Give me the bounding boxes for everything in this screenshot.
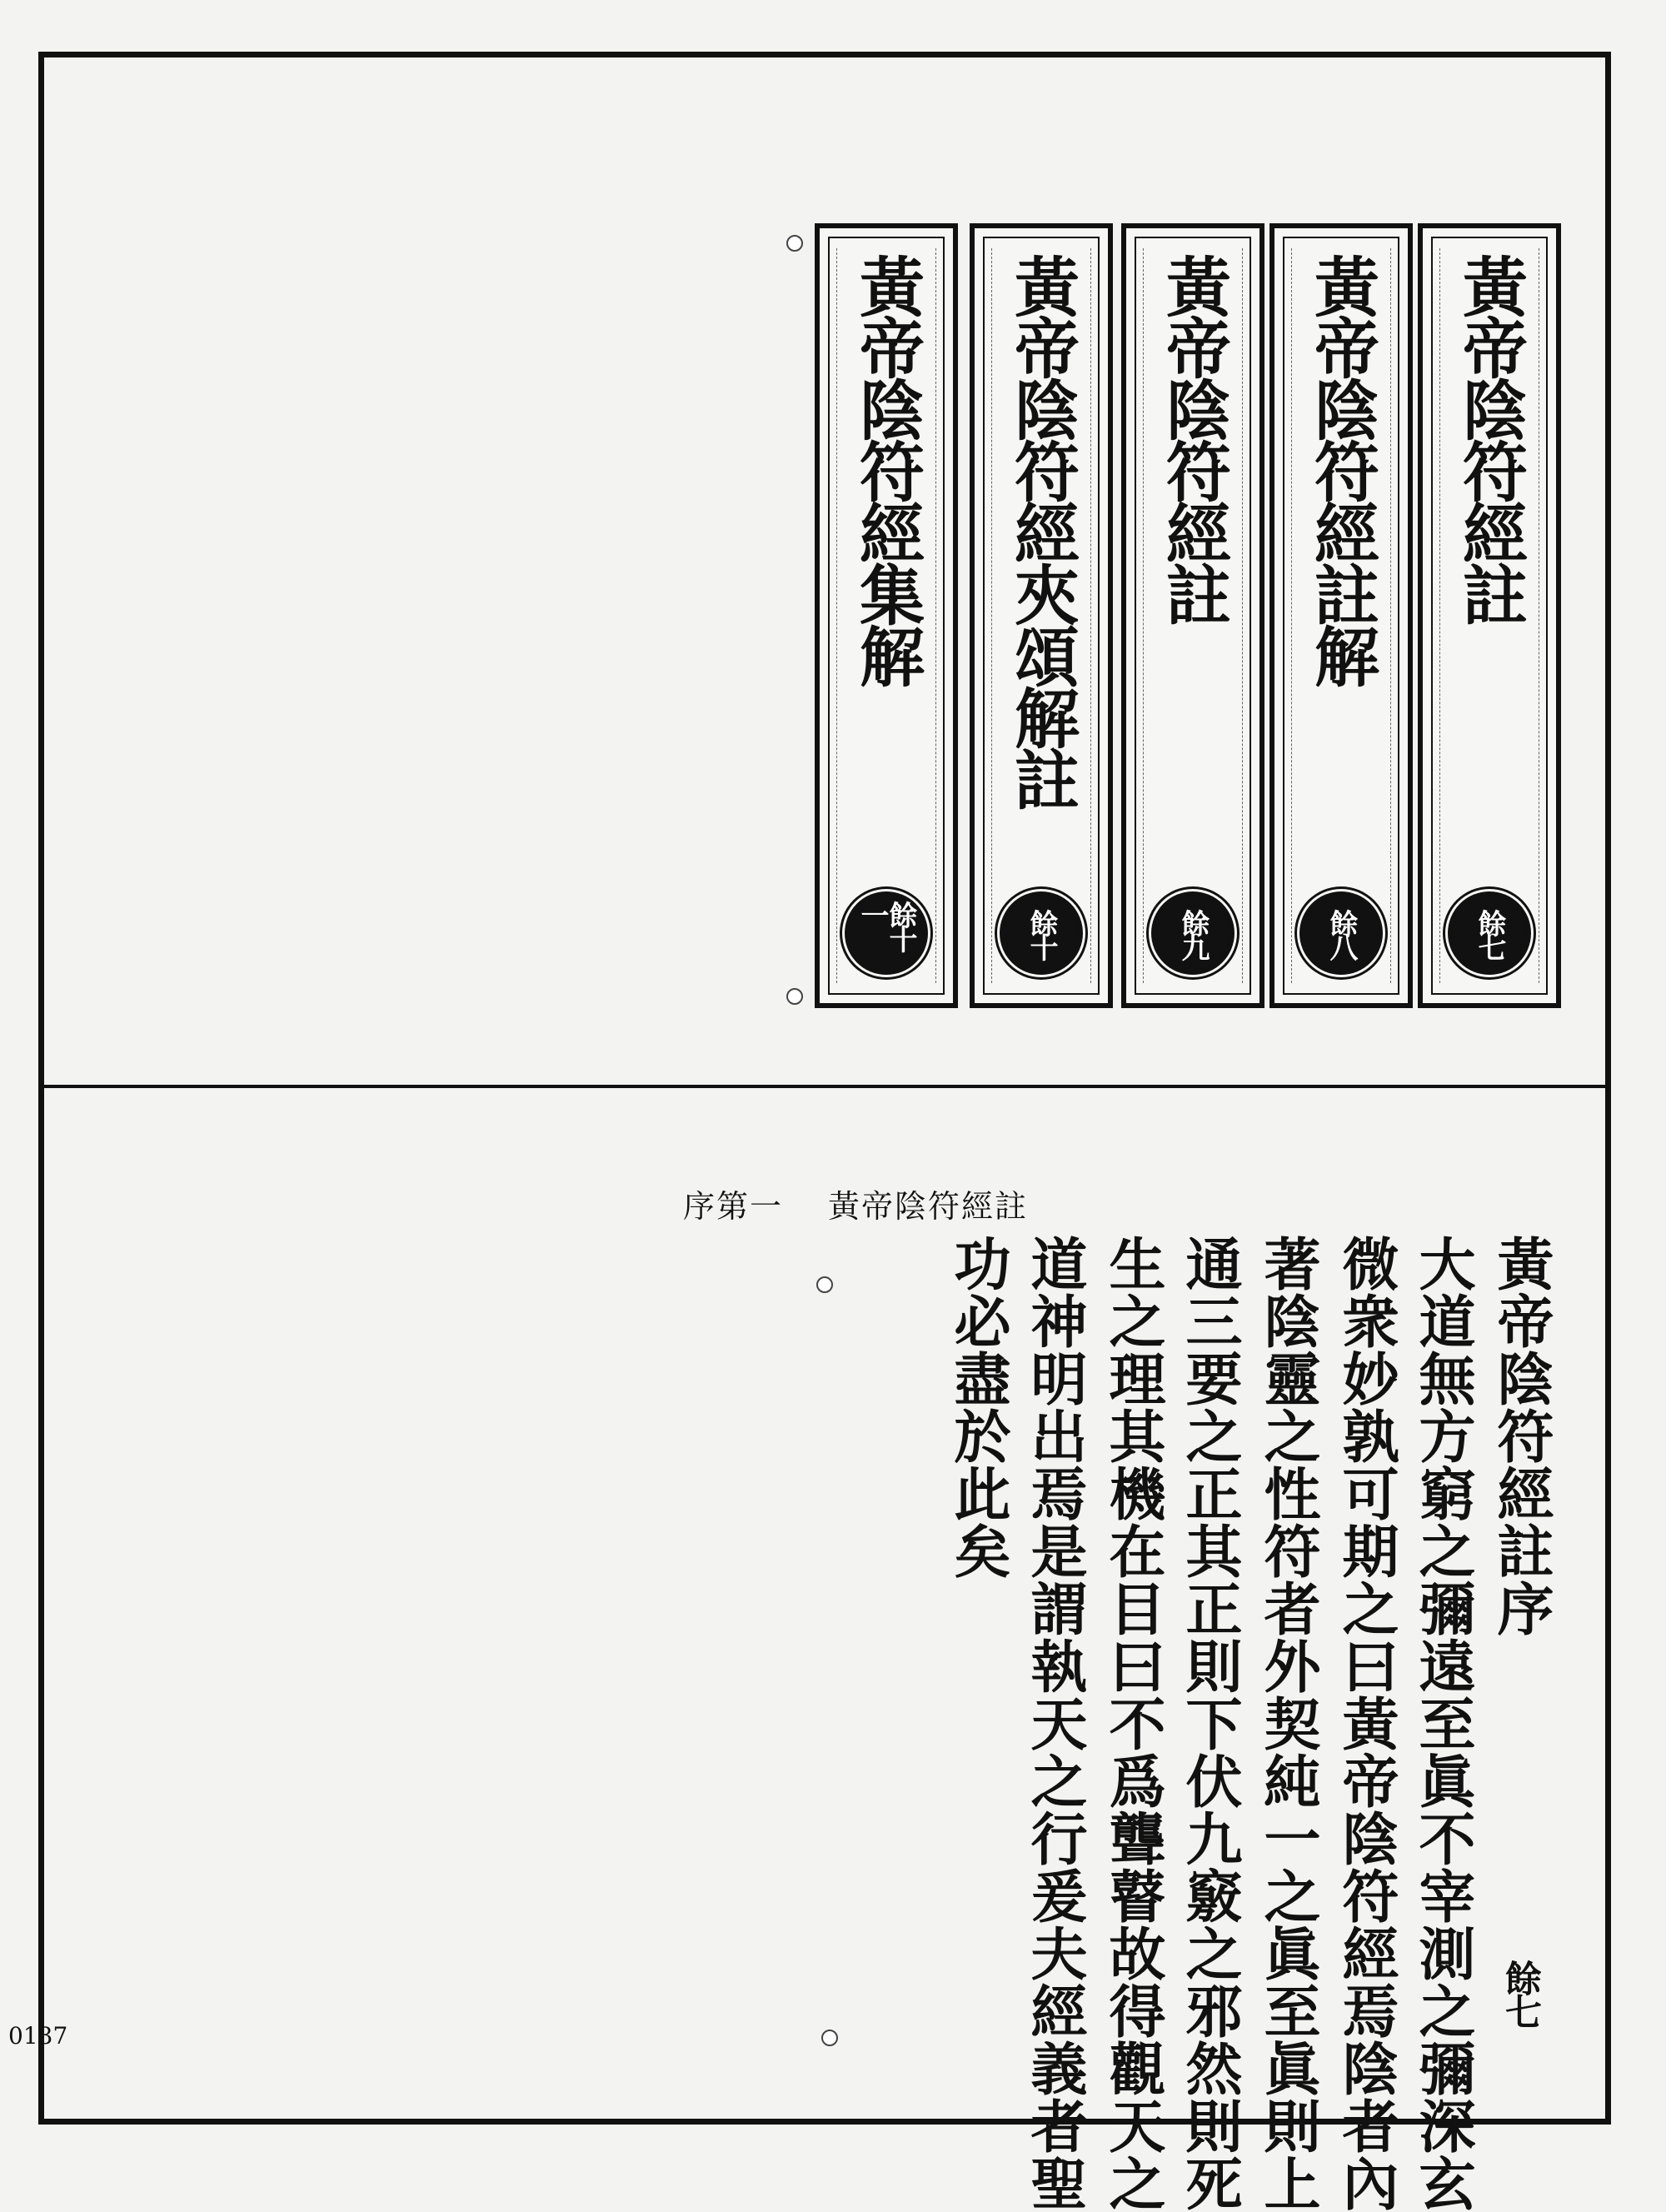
- volume-badge-text: 餘十一: [855, 901, 917, 949]
- preface-column-7: 功必盡於此矣: [945, 1235, 1011, 1580]
- binding-hole-bottom: [821, 2030, 838, 2046]
- preface-column-5: 生之理其機在目曰不爲聾瞽故得觀天之: [1100, 1235, 1166, 2212]
- margin-page-number: 0137: [8, 2022, 68, 2050]
- binding-hole-top-left: [786, 235, 803, 252]
- cover-label-title: 黃帝陰符經註: [1452, 253, 1528, 623]
- preface-column-6: 道神明出焉是謂執天之行爰夫經義者聖: [1021, 1235, 1088, 2212]
- cover-label-title: 黃帝陰符經註: [1155, 253, 1231, 623]
- volume-badge: [1451, 895, 1528, 971]
- cover-label-1: [1418, 223, 1561, 1008]
- running-head-title: 黃帝陰符經註: [828, 1188, 1029, 1225]
- page-divider: [38, 1085, 1611, 1088]
- cover-label-title: 黃帝陰符經集解: [849, 253, 925, 685]
- preface-column-4: 通三要之正其正則下伏九竅之邪然則死: [1176, 1235, 1243, 2212]
- volume-badge-text: 餘十: [1025, 909, 1058, 957]
- preface-column-3: 著陰靈之性符者外契純一之眞至眞則上: [1254, 1235, 1321, 2212]
- cover-label-title: 黃帝陰符經夾頌解註: [1004, 253, 1080, 808]
- cover-label-4: [970, 223, 1113, 1008]
- running-head-section: 序第一: [683, 1188, 784, 1225]
- volume-badge-text: 餘九: [1176, 909, 1210, 957]
- volume-badge: [1003, 895, 1080, 971]
- binding-hole-middle: [816, 1276, 833, 1293]
- volume-badge: [848, 895, 925, 971]
- volume-badge: [1155, 895, 1231, 971]
- cover-label-title: 黃帝陰符經註解: [1304, 253, 1379, 685]
- volume-badge-text: 餘八: [1324, 909, 1358, 957]
- cover-label-5: [815, 223, 958, 1008]
- preface-title: 黃帝陰符經註序: [1488, 1235, 1554, 1637]
- folio-mark: 餘七: [1499, 1960, 1541, 2026]
- volume-badge-text: 餘七: [1473, 909, 1506, 957]
- running-head: [683, 1190, 1108, 1223]
- preface-column-2: 微衆妙孰可期之曰黃帝陰符經焉陰者內: [1333, 1235, 1399, 2212]
- volume-badge: [1303, 895, 1379, 971]
- cover-label-2: [1269, 223, 1413, 1008]
- cover-label-3: [1121, 223, 1264, 1008]
- binding-hole-bottom-left: [786, 988, 803, 1005]
- preface-column-1: 大道無方窮之彌遠至眞不宰測之彌深玄: [1409, 1235, 1476, 2212]
